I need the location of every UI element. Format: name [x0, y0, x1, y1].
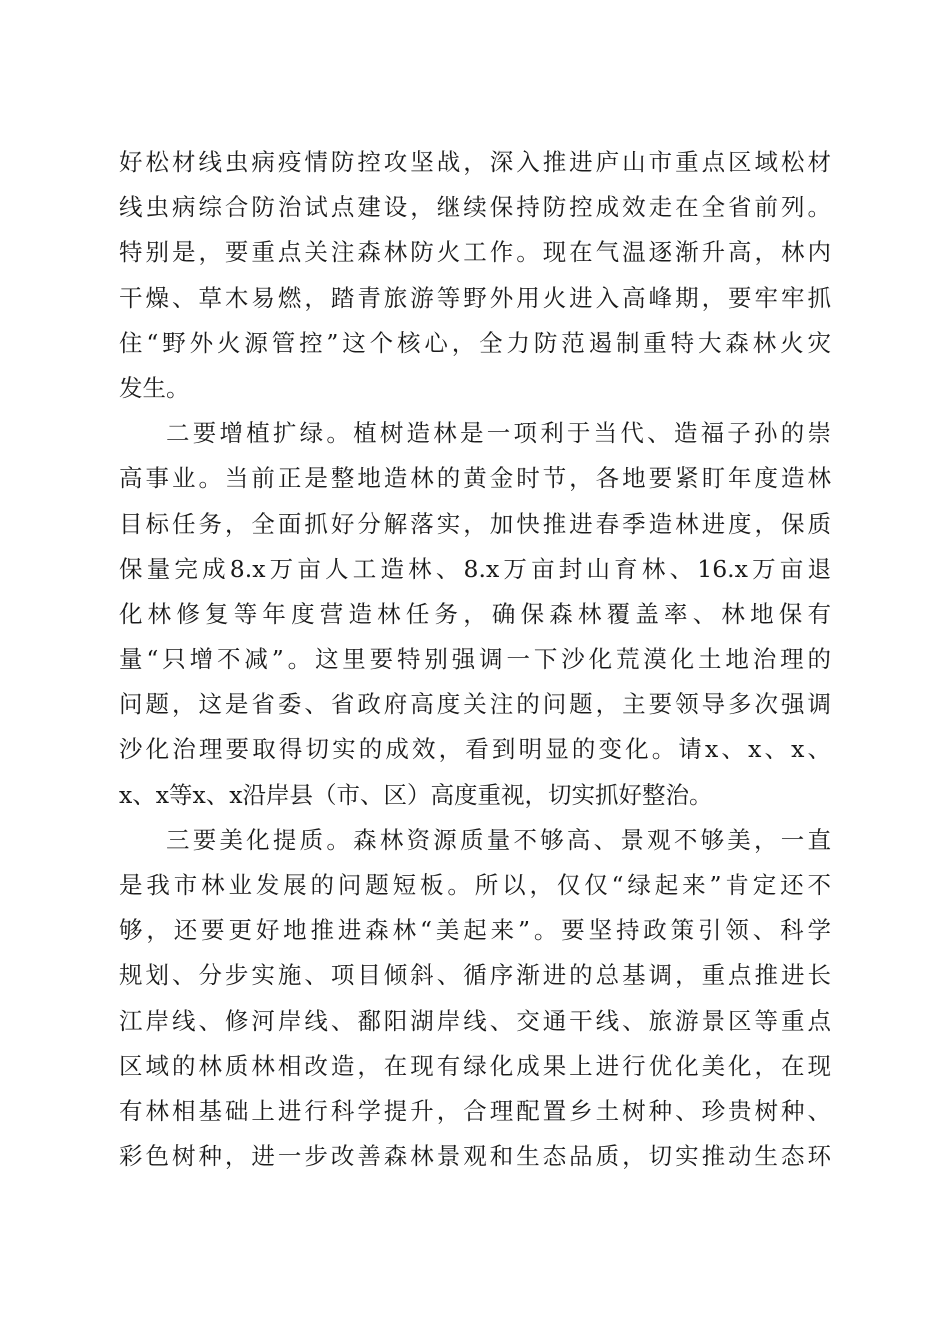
text-line: 是我市林业发展的问题短板。所以，仅仅“绿起来”肯定还不	[119, 871, 831, 899]
text-line: 江岸线、修河岸线、鄱阳湖岸线、交通干线、旅游景区等重点	[119, 1006, 831, 1035]
text-line: 区域的林质林相改造，在现有绿化成果上进行优化美化，在现	[119, 1051, 831, 1080]
text-line: x、x等x、x沿岸县（市、区）高度重视，切实抓好整治。	[119, 780, 713, 809]
text-line: 发生。	[119, 373, 190, 402]
text-line: 沙化治理要取得切实的成效，看到明显的变化。请x、x、x、	[119, 735, 831, 764]
text-line: 保量完成8.x万亩人工造林、8.x万亩封山育林、16.x万亩退	[119, 554, 831, 583]
text-line: 住“野外火源管控”这个核心，全力防范遏制重特大森林火灾	[119, 328, 831, 357]
text-line: 有林相基础上进行科学提升，合理配置乡土树种、珍贵树种、	[119, 1096, 831, 1125]
text-line: 规划、分步实施、项目倾斜、循序渐进的总基调，重点推进长	[119, 961, 831, 990]
text-line: 高事业。当前正是整地造林的黄金时节，各地要紧盯年度造林	[119, 464, 831, 493]
text-line: 问题，这是省委、省政府高度关注的问题，主要领导多次强调	[119, 690, 831, 719]
text-line: 特别是，要重点关注森林防火工作。现在气温逐渐升高，林内	[119, 238, 831, 267]
text-line: 干燥、草木易燃，踏青旅游等野外用火进入高峰期，要牢牢抓	[119, 283, 831, 312]
text-line: 好松材线虫病疫情防控攻坚战，深入推进庐山市重点区域松材	[119, 148, 831, 176]
text-line: 彩色树种，进一步改善森林景观和生态品质，切实推动生态环	[119, 1142, 831, 1171]
text-line: 化林修复等年度营造林任务，确保森林覆盖率、林地保有	[119, 599, 831, 628]
text-line: 量“只增不减”。这里要特别强调一下沙化荒漠化土地治理的	[119, 645, 831, 674]
text-line: 二要增植扩绿。植树造林是一项利于当代、造福子孙的崇	[166, 419, 831, 448]
text-line: 三要美化提质。森林资源质量不够高、景观不够美，一直	[166, 825, 831, 854]
text-line: 线虫病综合防治试点建设，继续保持防控成效走在全省前列。	[119, 193, 831, 222]
text-line: 够，还要更好地推进森林“美起来”。要坚持政策引领、科学	[119, 916, 831, 945]
text-line: 目标任务，全面抓好分解落实，加快推进春季造林进度，保质	[119, 509, 831, 538]
body-text	[119, 140, 831, 1179]
